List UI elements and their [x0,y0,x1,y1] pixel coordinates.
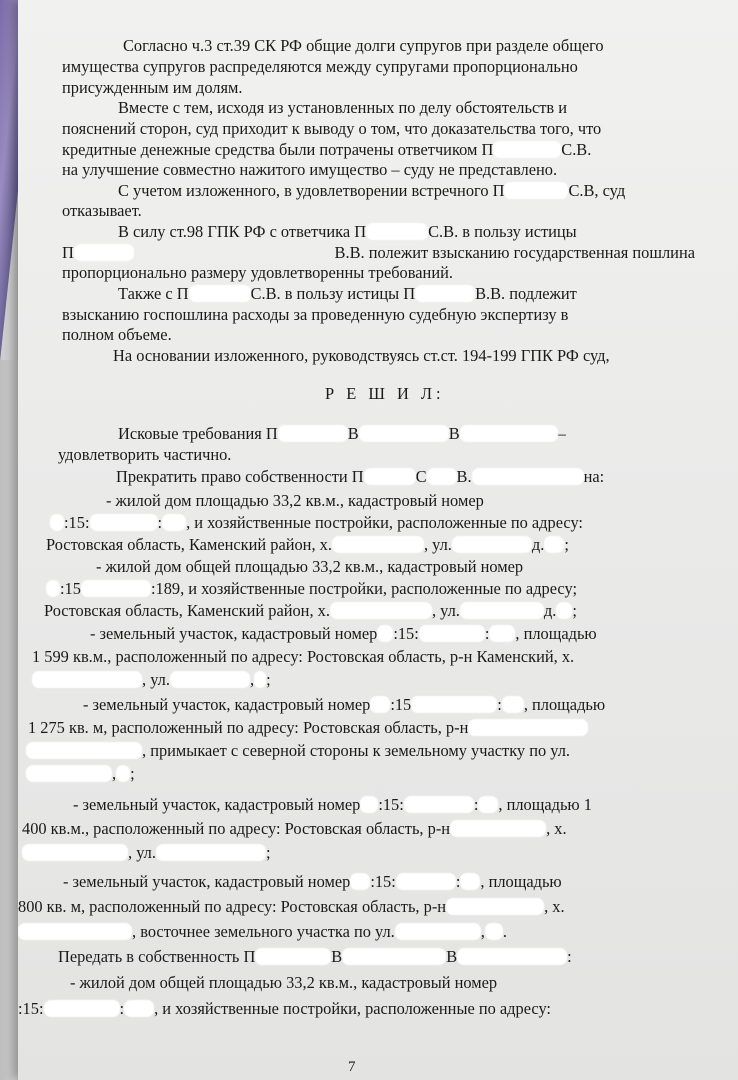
redacted-number [460,873,480,890]
text-line: :15 :189, и хозяйственные постройки, расположенные по адресу; [46,579,577,599]
redacted-name [366,223,428,240]
text-line: Также с П С.В. в пользу истицы П В.В. подлежит [118,284,577,303]
text-line: присужденным им долям. [62,78,243,97]
redacted-number [502,696,524,713]
redacted-number [396,873,456,890]
redacted-number [370,696,390,713]
redacted-name [460,425,558,442]
text-line: кредитные денежные средства были потрачены ответчиком П С.В. [62,140,592,159]
redacted-address [556,602,572,619]
text-line: - земельный участок, кадастровый номер :15: : , площадью 1 [73,795,592,814]
text-line: отказывает. [62,201,142,220]
redacted-number [350,873,370,890]
redacted-name [255,948,331,965]
redacted-name [342,948,446,965]
redacted-address [156,844,266,861]
text-line: Исковые требования П В В – [118,424,566,443]
redacted-name [415,285,475,302]
redacted-number [124,1000,154,1017]
redacted-number [411,696,497,713]
redacted-address [446,898,544,915]
redacted-address [485,923,503,940]
redacted-name [74,244,134,261]
text-line: На основании изложенного, руководствуясь ст.ст. 194-199 ГПК РФ суд, [113,346,610,365]
text-line: 1 599 кв.м., расположенный по адресу: Ростовская область, р-н Каменский, х. [32,647,575,666]
text-line: 1 275 кв. м, расположенный по адресу: Ростовская область, р-н [28,718,588,738]
text-line: полном объеме. [62,325,172,344]
redacted-address [26,765,112,782]
text-line: :15: : , и хозяйственные постройки, расположенные по адресу: [50,513,583,533]
text-line: - земельный участок, кадастровый номер :15: : , площадью [63,872,562,891]
redacted-number [419,625,485,642]
text-line: на улучшение совместно нажитого имущество – суду не представлено. [62,160,558,179]
redacted-name [457,948,567,965]
redacted-name [504,182,568,199]
redacted-address [395,923,481,940]
text-line: удовлетворить частично. [58,445,232,464]
redacted-address [170,671,250,688]
redacted-name [493,141,561,158]
text-line: Прекратить право собственности П С В. на: [116,467,605,486]
redacted-number [46,580,60,597]
redacted-name [364,468,416,485]
text-line: Согласно ч.3 ст.39 СК РФ общие долги супругов при разделе общего [123,36,604,55]
redacted-number [377,625,393,642]
text-line: , примыкает с северной стороны к земельному участку по ул. [26,741,570,761]
redacted-address [26,742,142,759]
text-line: взысканию госпошлина расходы за проведенную судебную экспертизу в [62,305,569,324]
text-line: - земельный участок, кадастровый номер :15: : , площадью [90,624,597,643]
redacted-address [450,820,546,837]
text-line: , ул. ; [22,843,271,863]
redacted-name [472,468,584,485]
redacted-address [254,671,266,688]
text-line: С учетом изложенного, в удовлетворении встречного П С.В, суд [118,181,626,200]
redacted-address [452,536,532,553]
page-number: 7 [348,1059,356,1075]
text-line: П В.В. полежит взысканию государственная пошлина [62,243,695,262]
redacted-address [330,602,432,619]
text-line: - жилой дом площадью 33,2 кв.м., кадастровый номер [106,491,484,510]
redacted-number [44,1000,120,1017]
redacted-number [162,514,186,531]
redacted-name [189,285,251,302]
section-heading: Р Е Ш И Л: [325,384,445,403]
redacted-name [359,425,449,442]
text-line: Вместе с тем, исходя из установленных по делу обстоятельств и [118,98,567,117]
redacted-number [489,625,515,642]
redacted-address [116,765,130,782]
redacted-address [18,923,132,940]
redacted-number [404,796,474,813]
text-line: Передать в собственность П В В : [58,947,572,966]
redacted-number [50,514,64,531]
document-page [18,0,738,1080]
text-line: Ростовская область, Каменский район, х. , ул. д. ; [44,601,577,620]
text-line: , ул. , ; [32,670,271,690]
redacted-address [32,671,142,688]
text-line: имущества супругов распределяются между супругами пропорционально [62,57,578,76]
text-line: , восточнее земельного участка по ул. , . [18,922,507,942]
text-line: - земельный участок, кадастровый номер :15 : , площадью [83,695,606,714]
redacted-number [90,514,158,531]
redacted-name [278,425,348,442]
redacted-number [478,796,498,813]
text-line: - жилой дом общей площадью 33,2 кв.м., кадастровый номер [70,973,498,992]
book-edge [0,360,20,1080]
redacted-number [81,580,151,597]
text-line: пропорционально размеру удовлетворенны требований. [62,263,453,282]
redacted-address [544,536,564,553]
redacted-address [468,719,588,736]
text-line: , ; [26,764,135,784]
text-line: 800 кв. м, расположенный по адресу: Ростовская область, р-н , х. [18,897,565,916]
redacted-address [22,844,128,861]
text-line: пояснений сторон, суд приходит к выводу о том, что доказательства того, что [62,119,602,138]
text-line: :15: : , и хозяйственные постройки, расположенные по адресу: [18,999,551,1018]
redacted-name [427,468,457,485]
text-line: - жилой дом общей площадью 33,2 кв.м., кадастровый номер [96,557,524,576]
redacted-number [360,796,378,813]
text-line: 400 кв.м., расположенный по адресу: Ростовская область, р-н , х. [22,819,567,838]
text-line: Ростовская область, Каменский район, х. , ул. д. ; [46,535,569,554]
redacted-address [460,602,544,619]
redacted-address [332,536,424,553]
text-line: В силу ст.98 ГПК РФ с ответчика П С.В. в пользу истицы [118,222,577,241]
